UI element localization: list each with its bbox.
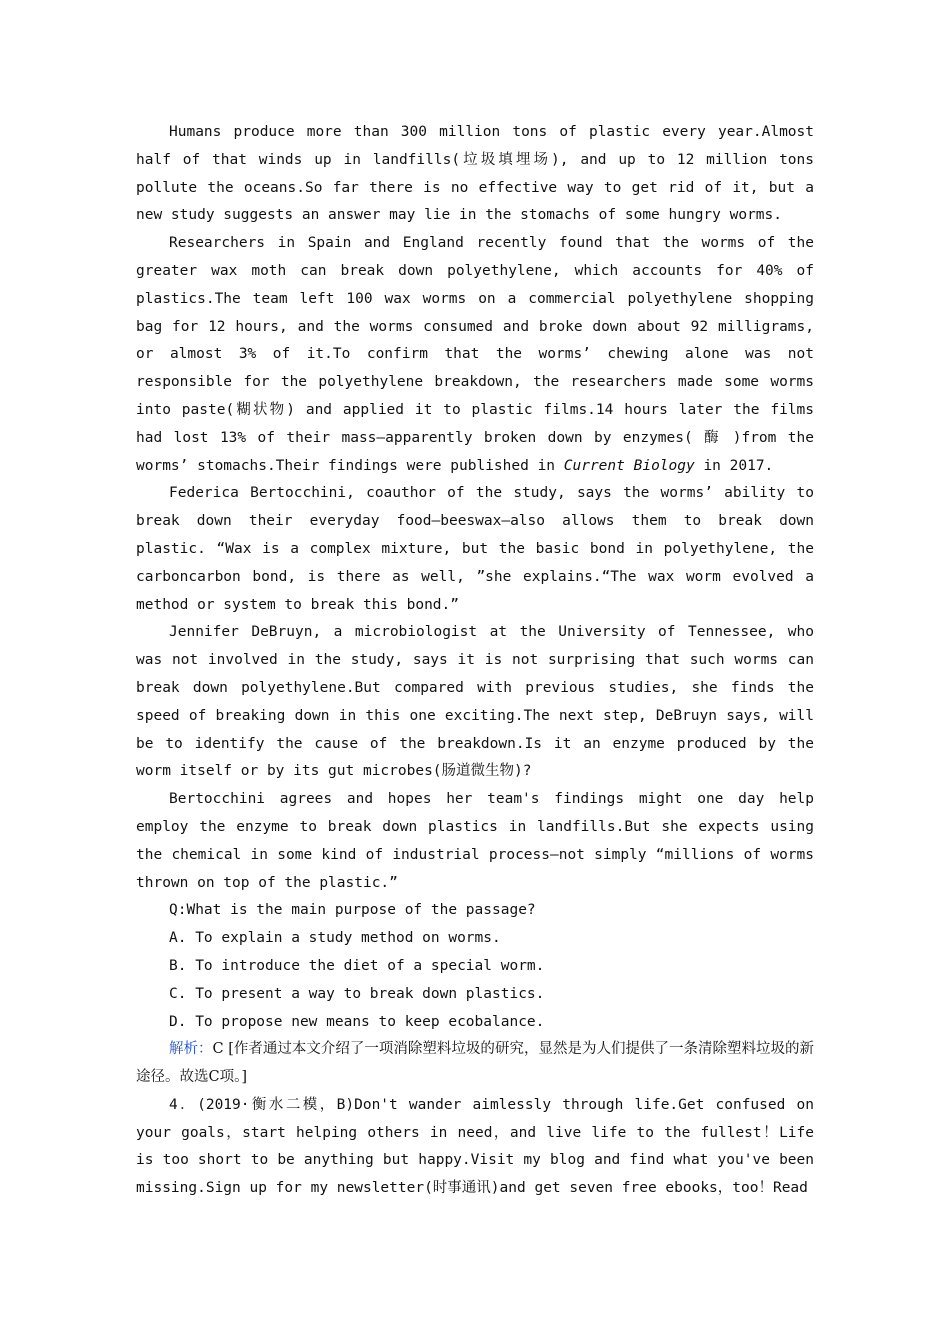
journal-title: Current Biology xyxy=(563,457,695,474)
passage-paragraph-1: Humans produce more than 300 million tons of plastic every year.Almost half of that winds up in landfills(垃圾填埋场), and up to 12 million tons pollute the oceans.So far there is no effective way to get rid of it, but a new study suggests an answer may lie in the stomachs of some hungry worms. xyxy=(136,124,814,224)
option-a: A. To explain a study method on worms. xyxy=(169,930,501,947)
answer-label: 解析： xyxy=(169,1041,213,1058)
document-page xyxy=(136,119,814,1203)
option-c: C. To present a way to break down plastics. xyxy=(169,985,545,1002)
option-d: D. To propose new means to keep ecobalance. xyxy=(169,1013,545,1030)
passage-paragraph-2 xyxy=(136,230,814,480)
passage-paragraph-2-end: in 2017. xyxy=(694,457,774,474)
answer-text: C [作者通过本文介绍了一项消除塑料垃圾的研究，显然是为人们提供了一条清除塑料垃圾的新途径。故选C项。] xyxy=(136,1041,815,1086)
passage-paragraph-5: Bertocchini agrees and hopes her team's findings might one day help employ the enzyme to break down plastics in landfills.But she expects using the chemical in some kind of industrial process—not simply “millions of worms thrown on top of the plastic.” xyxy=(136,791,814,891)
passage-paragraph-4: Jennifer DeBruyn, a microbiologist at the University of Tennessee, who was not involved in the study, says it is not surprising that such worms can break down polyethylene.But compared with previous studies, she finds the speed of breaking down in this one exciting.The next step, DeBruyn says, will be to identify the cause of the breakdown.Is it an enzyme produced by the worm itself or by its gut microbes(肠道微生物)? xyxy=(136,624,814,780)
option-b: B. To introduce the diet of a special worm. xyxy=(169,957,545,974)
passage-paragraph-3: Federica Bertocchini, coauthor of the study, says the worms’ ability to break down their everyday food—beeswax—also allows them to break down plastic. “Wax is a complex mixture, but the basic bond in polyethylene, the carboncarbon bond, is there as well, ”she explains.“The wax worm evolved a method or system to break this bond.” xyxy=(136,485,814,613)
passage-paragraph-2-text: Researchers in Spain and England recently found that the worms of the greater wax moth can break down polyethylene, which accounts for 40% of plastics.The team left 100 wax worms on a commercial polyethylene shopping bag for 12 hours, and the worms consumed and broke down about 92 milligrams, or almost 3% of it.To confirm that the worms’ chewing alone was not responsible for the polyethylene breakdown, the researchers made some worms into paste(糊状物) and applied it to plastic films.14 hours later the films had lost 13% of their mass—apparently broken down by enzymes( 酶 )from the worms’ stomachs.Their findings were published in xyxy=(136,235,814,474)
question-stem: Q:What is the main purpose of the passage? xyxy=(169,902,536,919)
answer-explanation xyxy=(136,1036,814,1092)
next-question-passage: 4．(2019·衡水二模，B)Don't wander aimlessly through life.Get confused on your goals，start helping others in need，and live life to the fullest！Life is too short to be anything but happy.Visit my blog and find what you've been missing.Sign up for my newsletter(时事通讯)and get seven free ebooks，too！Read xyxy=(136,1096,814,1197)
